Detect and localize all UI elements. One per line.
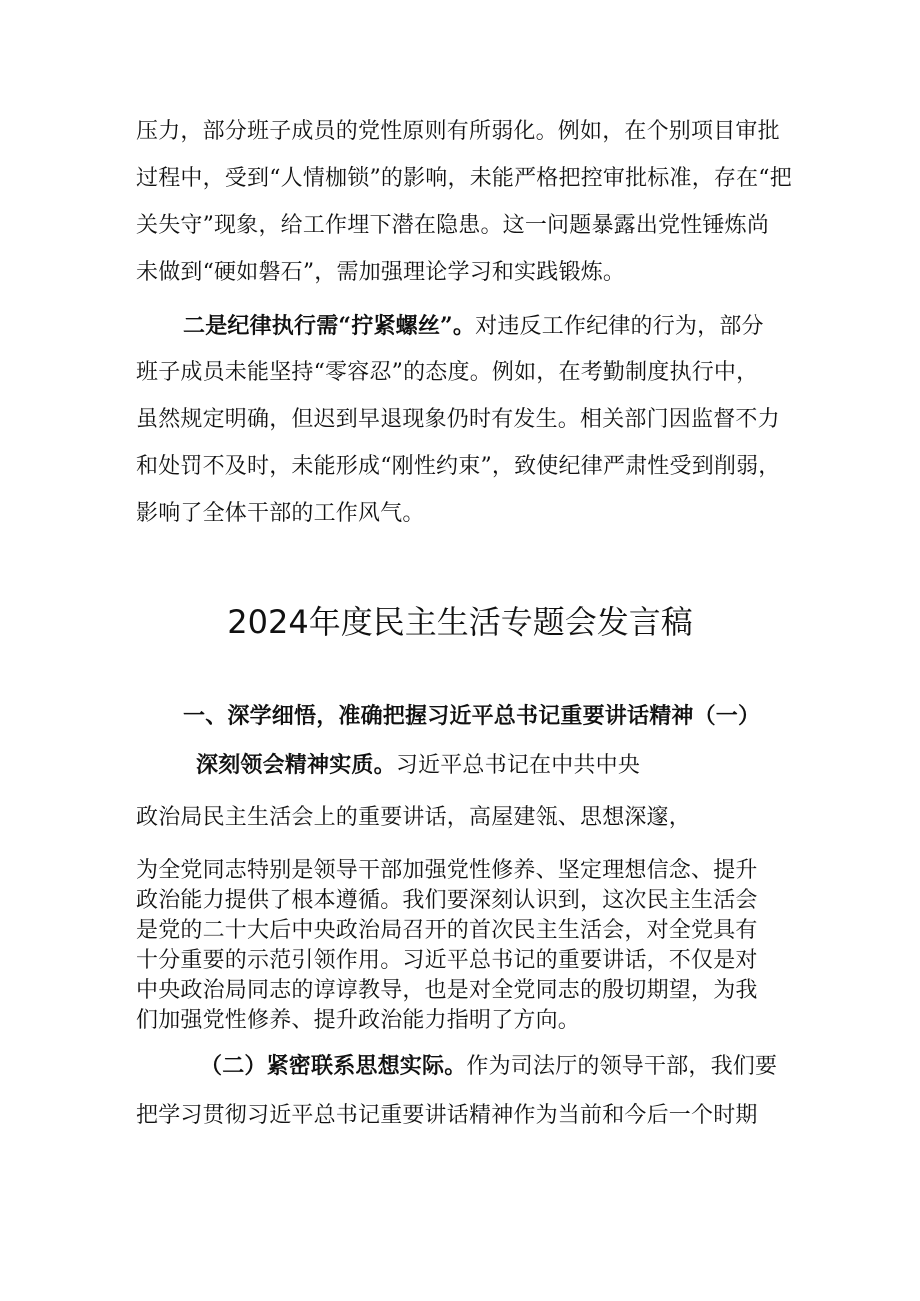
section1-line-6: 中央政治局同志的谆谆教导，也是对全党同志的殷切期望，为我 — [136, 978, 758, 1003]
section2-line-1 — [200, 1055, 777, 1078]
section1-sub-line — [196, 754, 640, 777]
section1-sub-rest: 习近平总书记在中共中央 — [395, 753, 641, 778]
section1-line-5: 十分重要的示范引领作用。习近平总书记的重要讲话，不仅是对 — [136, 948, 758, 973]
section1-line-1: 政治局民主生活会上的重要讲话，高屋建瓴、思想深邃， — [136, 805, 692, 830]
para1-line-3: 关失守”现象，给工作埋下潜在隐患。这一问题暴露出党性锤炼尚 — [136, 213, 770, 238]
section1-line-4: 是党的二十大后中央政治局召开的首次民主生活会，对全党具有 — [136, 918, 758, 943]
section1-line-3: 政治能力提供了根本遵循。我们要深刻认识到，这次民主生活会 — [136, 888, 758, 913]
para2-heading: 二是纪律执行需“拧紧螺丝”。 — [183, 313, 476, 339]
para1-line-4: 未做到“硬如磐石”，需加强理论学习和实践锻炼。 — [136, 260, 626, 285]
section1-line-7: 们加强党性修养、提升政治能力指明了方向。 — [136, 1008, 581, 1033]
para2-line-2: 班子成员未能坚持“零容忍”的态度。例如，在考勤制度执行中， — [136, 360, 759, 385]
para1-line-2: 过程中，受到“人情枷锁”的影响，未能严格把控审批标准，存在“把 — [136, 166, 792, 191]
section2-heading: （二）紧密联系思想实际。 — [200, 1053, 467, 1079]
para2-line-5: 影响了全体干部的工作风气。 — [136, 501, 425, 526]
para2-line-3: 虽然规定明确，但迟到早退现象仍时有发生。相关部门因监督不力 — [136, 407, 780, 432]
para2-line-4: 和处罚不及时，未能形成“刚性约束”，致使纪律严肃性受到削弱， — [136, 454, 781, 479]
section1-line-2: 为全党同志特别是领导干部加强党性修养、坚定理想信念、提升 — [136, 858, 758, 883]
section1-sub-heading: 深刻领会精神实质。 — [196, 752, 396, 778]
para1-line-1: 压力，部分班子成员的党性原则有所弱化。例如，在个别项目审批 — [136, 119, 780, 144]
para2-line-1 — [183, 315, 764, 338]
section2-line-2: 把学习贯彻习近平总书记重要讲话精神作为当前和今后一个时期 — [136, 1103, 758, 1128]
para2-line-1-rest: 对违反工作纪律的行为，部分 — [475, 314, 764, 339]
section1-heading: 一、深学细悟，准确把握习近平总书记重要讲话精神（一） — [183, 703, 761, 729]
page-title: 2024年度民主生活专题会发言稿 — [227, 603, 693, 641]
section2-line-1-rest: 作为司法厅的领导干部，我们要 — [466, 1054, 778, 1079]
